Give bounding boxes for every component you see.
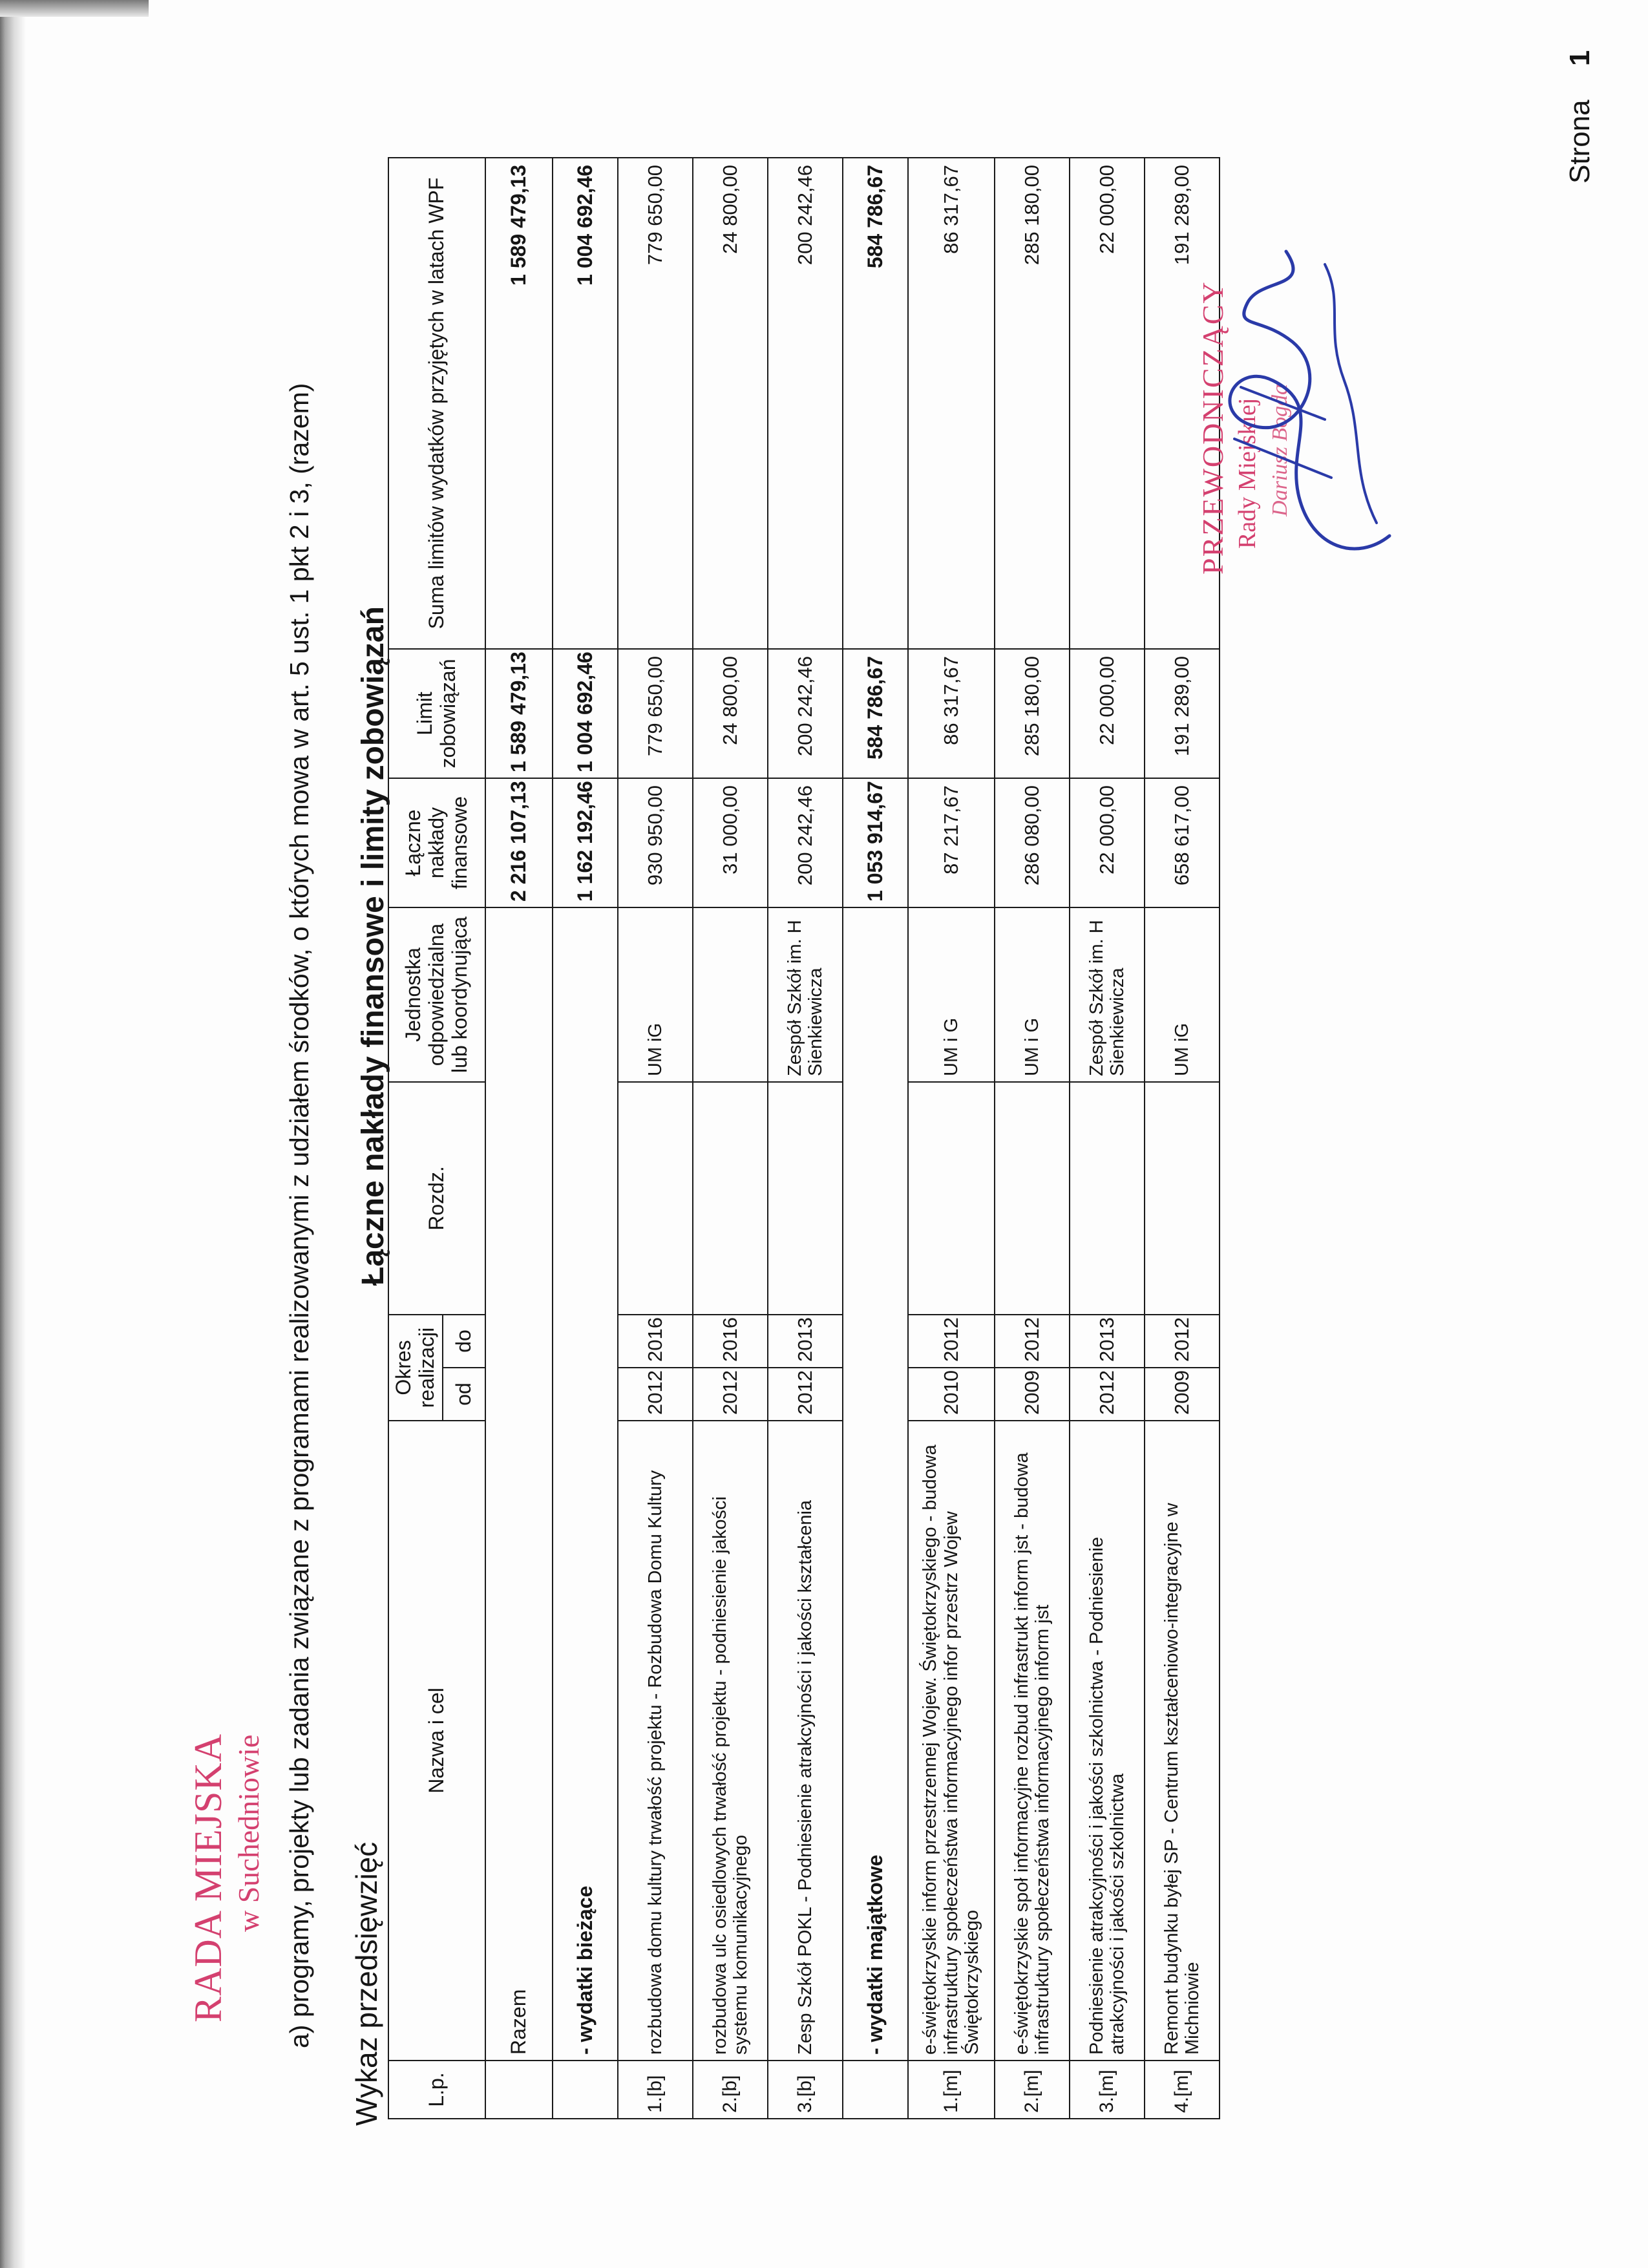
row-total: 22 000,00 xyxy=(1070,778,1145,907)
row-unit: UM iG xyxy=(618,907,693,1082)
row-from: 2010 xyxy=(908,1368,995,1421)
row-limit: 86 317,67 xyxy=(908,649,995,778)
row-total: 930 950,00 xyxy=(618,778,693,907)
page-label: Strona xyxy=(1564,100,1596,184)
council-stamp-subtitle: w Suchedniowie xyxy=(232,1734,265,1932)
chairman-stamp-signature xyxy=(1196,213,1409,575)
row-rozdz xyxy=(908,1082,995,1315)
row-lp: 2.[m] xyxy=(995,2061,1070,2119)
row-limit: 24 800,00 xyxy=(693,649,768,778)
row-from: 2009 xyxy=(1145,1368,1220,1421)
row-name: e-świętokrzyskie inform przestrzennej Wojew. Świętokrzyskiego - budowa infrastruktury społeczeństwa informacyjnego infor przestrz Wojew Świętokrzyskiego xyxy=(908,1421,995,2061)
majatkowe-total: 1 053 914,67 xyxy=(843,778,908,907)
row-rozdz xyxy=(693,1082,768,1315)
row-total: 87 217,67 xyxy=(908,778,995,907)
row-from: 2012 xyxy=(618,1368,693,1421)
row-unit: Zespół Szkół im. H Sienkiewicza xyxy=(768,907,843,1082)
document-heading: a) programy, projekty lub zadania związane z programami realizowanymi z udziałem środków, o których mowa w art. 5 ust. 1 pkt 2 i 3, (razem) xyxy=(284,383,314,2048)
table-row-razem xyxy=(485,158,553,2119)
projects-table xyxy=(388,157,1220,2119)
col-header-lp: L.p. xyxy=(388,2061,485,2119)
row-to: 2013 xyxy=(1070,1315,1145,1368)
row-unit: UM iG xyxy=(1145,907,1220,1082)
row-to: 2012 xyxy=(1145,1315,1220,1368)
row-name: e-świętokrzyskie społ informacyjne rozbud infrastrukt inform jst - budowa infrastruktury społeczeństwa informacyjnego inform jst xyxy=(995,1421,1070,2061)
chairman-stamp-name: Dariusz Bogda xyxy=(1268,384,1292,516)
row-sum: 200 242,46 xyxy=(768,158,843,649)
table-row-majatkowe xyxy=(843,158,908,2119)
majatkowe-sum: 584 786,67 xyxy=(843,158,908,649)
table-row xyxy=(693,158,768,2119)
row-unit: Zespół Szkół im. H Sienkiewicza xyxy=(1070,907,1145,1082)
row-to: 2016 xyxy=(618,1315,693,1368)
table-title: Łączne nakłady finansowe i limity zobowiązań xyxy=(356,606,390,1286)
col-header-rozdz: Rozdz. xyxy=(388,1082,485,1315)
row-to: 2013 xyxy=(768,1315,843,1368)
razem-label: Razem xyxy=(485,907,553,2061)
row-from: 2012 xyxy=(693,1368,768,1421)
row-name: Podniesienie atrakcyjności i jakości szkolnictwa - Podniesienie atrakcyjności i jakości szkolnictwa xyxy=(1070,1421,1145,2061)
signature-icon xyxy=(1196,213,1409,575)
row-limit: 200 242,46 xyxy=(768,649,843,778)
row-unit xyxy=(693,907,768,1082)
row-from: 2009 xyxy=(995,1368,1070,1421)
page-number: 1 xyxy=(1564,50,1596,67)
row-limit: 191 289,00 xyxy=(1145,649,1220,778)
table-row xyxy=(618,158,693,2119)
row-total: 286 080,00 xyxy=(995,778,1070,907)
col-header-to: do xyxy=(443,1315,485,1368)
row-lp: 2.[b] xyxy=(693,2061,768,2119)
council-stamp-title: RADA MIEJSKA xyxy=(187,1733,229,2022)
row-lp: 1.[b] xyxy=(618,2061,693,2119)
row-total: 200 242,46 xyxy=(768,778,843,907)
row-from: 2012 xyxy=(1070,1368,1145,1421)
biezace-label: - wydatki bieżące xyxy=(553,907,618,2061)
row-sum: 191 289,00 xyxy=(1145,158,1220,649)
row-total: 31 000,00 xyxy=(693,778,768,907)
row-unit: UM i G xyxy=(908,907,995,1082)
row-to: 2012 xyxy=(995,1315,1070,1368)
row-to: 2016 xyxy=(693,1315,768,1368)
chairman-stamp-council: Rady Miejskiej xyxy=(1234,397,1261,549)
row-lp: 3.[b] xyxy=(768,2061,843,2119)
razem-limit: 1 589 479,13 xyxy=(485,649,553,778)
row-sum: 285 180,00 xyxy=(995,158,1070,649)
row-sum: 22 000,00 xyxy=(1070,158,1145,649)
row-rozdz xyxy=(1145,1082,1220,1315)
row-from: 2012 xyxy=(768,1368,843,1421)
col-header-total: Łączne nakłady finansowe xyxy=(388,778,485,907)
row-rozdz xyxy=(618,1082,693,1315)
majatkowe-label: - wydatki majątkowe xyxy=(843,907,908,2061)
row-lp: 1.[m] xyxy=(908,2061,995,2119)
row-limit: 779 650,00 xyxy=(618,649,693,778)
row-sum: 86 317,67 xyxy=(908,158,995,649)
biezace-limit: 1 004 692,46 xyxy=(553,649,618,778)
row-limit: 22 000,00 xyxy=(1070,649,1145,778)
col-header-from: od xyxy=(443,1368,485,1421)
row-lp: 3.[m] xyxy=(1070,2061,1145,2119)
table-row xyxy=(995,158,1070,2119)
list-title: Wykaz przedsięwzięć xyxy=(350,1841,383,2126)
row-unit: UM i G xyxy=(995,907,1070,1082)
col-header-sum: Suma limitów wydatków przyjętych w latach WPF xyxy=(388,158,485,649)
table-row xyxy=(768,158,843,2119)
col-header-unit: Jednostka odpowiedzialna lub koordynująca xyxy=(388,907,485,1082)
col-header-period: Okres realizacji xyxy=(388,1315,443,1421)
row-sum: 779 650,00 xyxy=(618,158,693,649)
col-header-name: Nazwa i cel xyxy=(388,1421,485,2061)
row-rozdz xyxy=(768,1082,843,1315)
table-row-biezace xyxy=(553,158,618,2119)
row-total: 658 617,00 xyxy=(1145,778,1220,907)
row-lp: 4.[m] xyxy=(1145,2061,1220,2119)
table-row xyxy=(1070,158,1145,2119)
biezace-sum: 1 004 692,46 xyxy=(553,158,618,649)
row-name: rozbudowa ulc osiedlowych trwałość projektu - podniesienie jakości systemu komunikacyjnego xyxy=(693,1421,768,2061)
row-name: rozbudowa domu kultury trwałość projektu - Rozbudowa Domu Kultury xyxy=(618,1421,693,2061)
col-header-limit: Limit zobowiązań xyxy=(388,649,485,778)
razem-total: 2 216 107,13 xyxy=(485,778,553,907)
chairman-stamp-title: PRZEWODNICZĄCY xyxy=(1196,281,1229,575)
row-rozdz xyxy=(995,1082,1070,1315)
row-rozdz xyxy=(1070,1082,1145,1315)
biezace-total: 1 162 192,46 xyxy=(553,778,618,907)
table-row xyxy=(908,158,995,2119)
row-name: Zesp Szkół POKL - Podniesienie atrakcyjności i jakości kształcenia xyxy=(768,1421,843,2061)
razem-sum: 1 589 479,13 xyxy=(485,158,553,649)
row-name: Remont budynku byłej SP - Centrum kształceniowo-integracyjne w Michniowie xyxy=(1145,1421,1220,2061)
row-limit: 285 180,00 xyxy=(995,649,1070,778)
majatkowe-limit: 584 786,67 xyxy=(843,649,908,778)
row-to: 2012 xyxy=(908,1315,995,1368)
row-sum: 24 800,00 xyxy=(693,158,768,649)
page-footer xyxy=(1564,50,1596,184)
